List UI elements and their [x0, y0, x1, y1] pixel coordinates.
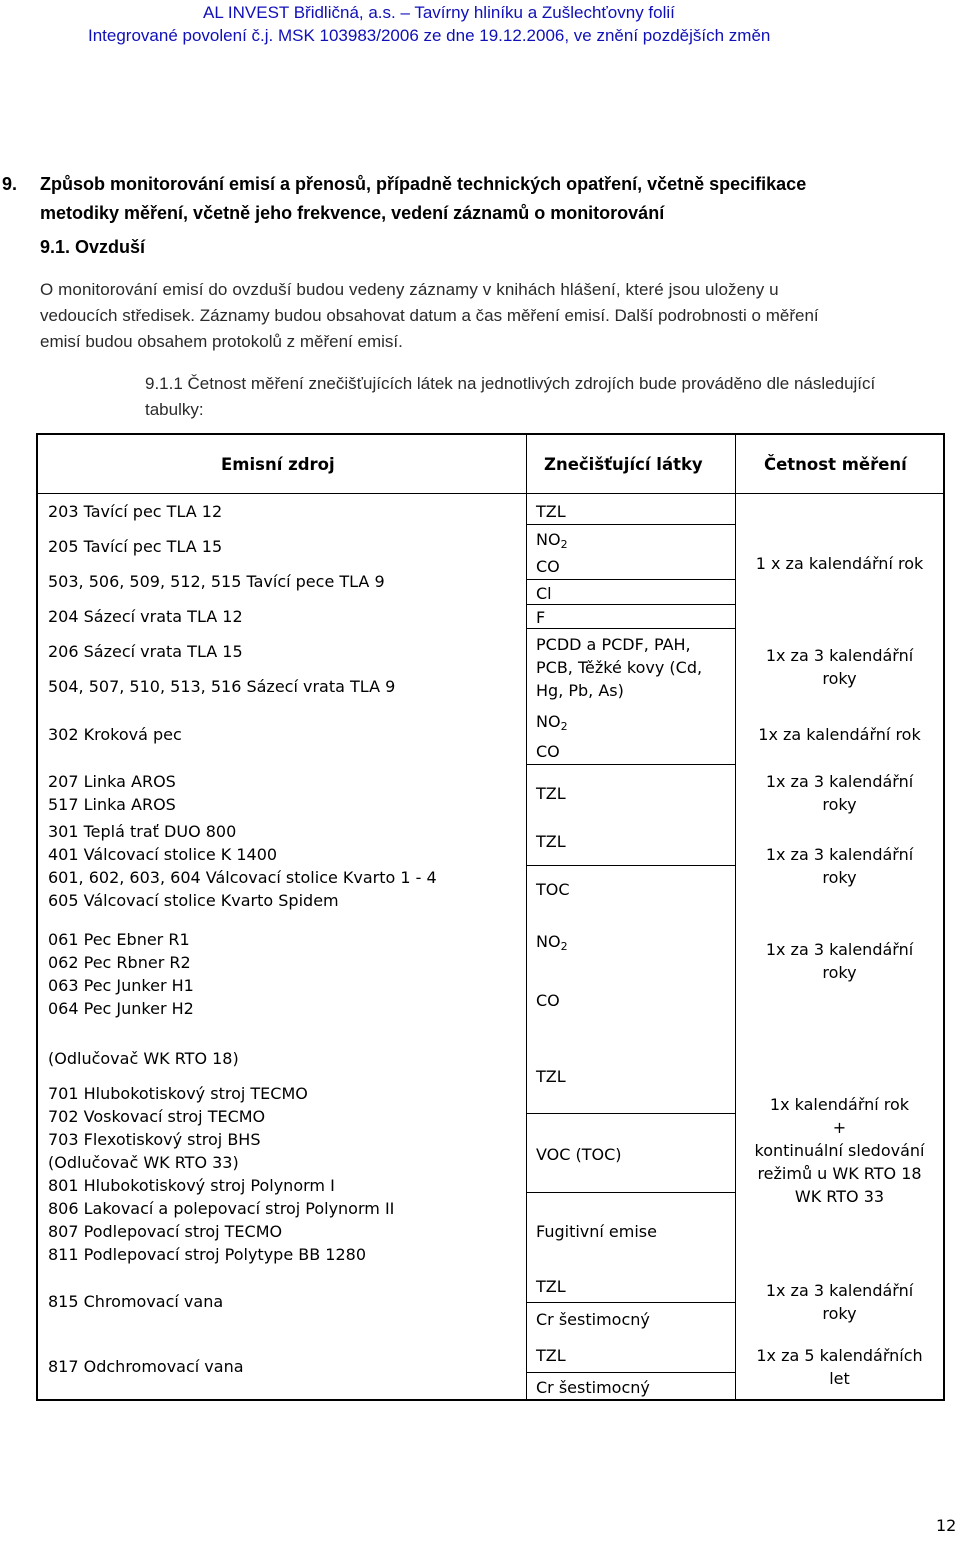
- page-number: 12: [936, 1516, 957, 1535]
- paragraph-line-3: emisí budou obsahem protokolů z měření emisí.: [40, 332, 403, 351]
- frequency-cell: 1x za kalendářní rok: [758, 725, 921, 744]
- frequency-cell: 1 x za kalendářní rok: [755, 554, 924, 573]
- header-frequency: Četnost měření: [764, 455, 907, 474]
- column-divider-2: [735, 435, 736, 1399]
- paragraph-line-2: vedoucích středisek. Záznamy budou obsahovat datum a čas měření emisí. Další podrobnosti o měření: [40, 306, 819, 325]
- pollutant-cell: PCDD a PCDF, PAH, PCB, Těžké kovy (Cd, Hg, Pb, As): [536, 635, 703, 700]
- section-title-line-1: Způsob monitorování emisí a přenosů, případně technických opatření, včetně specifikace: [40, 174, 807, 194]
- source-row: 817 Odchromovací vana: [48, 1357, 244, 1376]
- source-row: 815 Chromovací vana: [48, 1292, 224, 1311]
- source-row: 203 Tavící pec TLA 12: [48, 502, 223, 521]
- pollutant-cell: $NO_2$: [536, 530, 568, 551]
- frequency-cell: 1x za 3 kalendářní roky: [765, 940, 914, 982]
- source-group: 061 Pec Ebner R1 062 Pec Rbner R2 063 Pec Junker H1 064 Pec Junker H2: [48, 930, 194, 1018]
- frequency-cell: 1x za 3 kalendářní roky: [765, 1281, 914, 1323]
- source-row: 302 Kroková pec: [48, 725, 182, 744]
- pollutant-cell: TZL: [536, 1346, 566, 1365]
- subsubsection-line-1: 9.1.1 Četnost měření znečišťujících látek na jednotlivých zdrojích bude prováděno dle následující: [145, 374, 876, 393]
- pollutant-cell: TZL: [536, 832, 566, 851]
- pollutant-cell: TOC: [536, 880, 570, 899]
- source-row: 504, 507, 510, 513, 516 Sázecí vrata TLA 9: [48, 677, 396, 696]
- source-row: (Odlučovač WK RTO 18): [48, 1049, 239, 1068]
- header-source: Emisní zdroj: [221, 455, 335, 474]
- paragraph: [40, 277, 819, 355]
- paragraph-line-1: O monitorování emisí do ovzduší budou vedeny záznamy v knihách hlášení, které jsou uloženy u: [40, 280, 779, 299]
- source-group: 301 Teplá trať DUO 800 401 Válcovací stolice K 1400 601, 602, 603, 604 Válcovací stolice Kvarto 1 - 4 605 Válcovací stolice Kvarto Spidem: [48, 822, 437, 910]
- pollutant-cell: Cl: [536, 584, 552, 603]
- pollutant-cell: $NO_2$: [536, 932, 568, 953]
- pollutant-cell: CO: [536, 742, 560, 761]
- header-pollutants: Znečišťující látky: [544, 455, 703, 474]
- section-title-line-2: metodiky měření, včetně jeho frekvence, vedení záznamů o monitorování: [40, 203, 665, 223]
- section-number: 9.: [2, 174, 18, 194]
- pollutant-cell: Cr šestimocný: [536, 1310, 650, 1329]
- pollutant-cell: TZL: [536, 1277, 566, 1296]
- table-border-right: [943, 433, 945, 1401]
- frequency-cell: 1x kalendářní rok + kontinuální sledování režimů u WK RTO 18 WK RTO 33: [754, 1095, 925, 1206]
- source-row: 503, 506, 509, 512, 515 Tavící pece TLA 9: [48, 572, 385, 591]
- frequency-cell: 1x za 3 kalendářní roky: [765, 646, 914, 688]
- table-border-top: [36, 433, 945, 435]
- pollutant-cell: $NO_2$: [536, 712, 568, 733]
- pollutant-cell: CO: [536, 557, 560, 576]
- subsubsection: [145, 371, 875, 423]
- frequency-cell: 1x za 5 kalendářních let: [756, 1346, 923, 1388]
- table-border-left: [36, 433, 38, 1401]
- header-line-1: AL INVEST Břidličná, a.s. – Tavírny hliníku a Zušlechťovny folií: [203, 3, 675, 22]
- frequency-cell: 1x za 3 kalendářní roky: [765, 845, 914, 887]
- source-group: 701 Hlubokotiskový stroj TECMO 702 Voskovací stroj TECMO 703 Flexotiskový stroj BHS (Odlučovač WK RTO 33) 801 Hlubokotiskový stroj Polynorm I 806 Lakovací a polepovací stroj Polynorm II 807 Podlepovací stroj TECMO 811 Podlepovací stroj Polytype BB 1280: [48, 1084, 395, 1264]
- pollutant-cell: CO: [536, 991, 560, 1010]
- pollutant-cell: VOC (TOC): [536, 1145, 622, 1164]
- pollutant-cell: Cr šestimocný: [536, 1378, 650, 1397]
- source-row: 205 Tavící pec TLA 15: [48, 537, 223, 556]
- source-group: 207 Linka AROS 517 Linka AROS: [48, 772, 176, 814]
- subsection-title: 9.1. Ovzduší: [40, 237, 146, 257]
- source-row: 204 Sázecí vrata TLA 12: [48, 607, 243, 626]
- pollutant-cell: TZL: [536, 784, 566, 803]
- subsubsection-line-2: tabulky:: [145, 400, 204, 419]
- pollutant-cell: Fugitivní emise: [536, 1222, 657, 1241]
- table-border-bottom: [36, 1399, 945, 1401]
- header-bottom-rule: [38, 493, 943, 494]
- pollutant-cell: TZL: [536, 1067, 566, 1086]
- pollutant-cell: F: [536, 608, 546, 627]
- frequency-cell: 1x za 3 kalendářní roky: [765, 772, 914, 814]
- header-line-2: Integrované povolení č.j. MSK 103983/2006 ze dne 19.12.2006, ve znění pozdějších změn: [88, 26, 771, 45]
- source-row: 206 Sázecí vrata TLA 15: [48, 642, 243, 661]
- pollutant-cell: TZL: [536, 502, 566, 521]
